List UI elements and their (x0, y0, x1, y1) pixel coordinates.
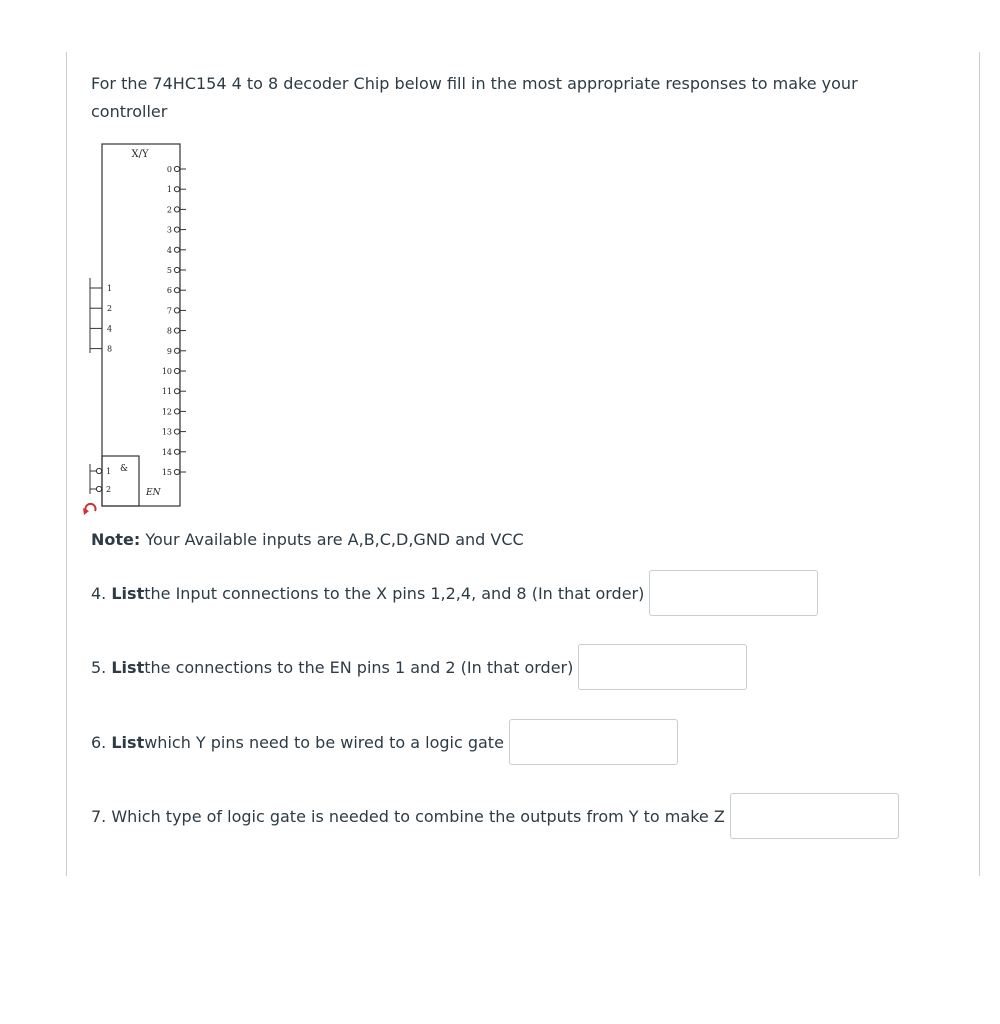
enable-label: EN (146, 488, 161, 498)
question-4-number: 4. (91, 583, 107, 603)
output-pin-label: 0 (166, 165, 172, 174)
question-5-bold: List (111, 657, 145, 677)
enable-pin-bubble (96, 486, 101, 491)
question-4 (91, 570, 818, 616)
question-6-number: 6. (91, 732, 107, 752)
enable-and-symbol: & (120, 464, 129, 474)
question-5-number: 5. (91, 657, 107, 677)
output-pin-label: 2 (166, 205, 172, 215)
output-pin-label: 4 (166, 245, 172, 255)
question-intro: For the 74HC154 4 to 8 decoder Chip below fill in the most appropriate responses to make your controller (91, 74, 858, 121)
decoder-chip-diagram (80, 138, 190, 518)
output-pin-bubble (174, 227, 179, 232)
question-6-text: which Y pins need to be wired to a logic gate (144, 732, 504, 752)
output-pin-bubble (174, 267, 179, 272)
input-pin-label: 8 (107, 344, 113, 354)
output-pin-bubble (174, 368, 179, 373)
question-7-text: Which type of logic gate is needed to combine the outputs from Y to make Z (111, 806, 725, 826)
note-line (91, 528, 524, 552)
question-4-text: the Input connections to the X pins 1,2,4, and 8 (In that order) (144, 583, 645, 603)
question-7 (91, 793, 899, 839)
input-pin-label: 4 (107, 324, 113, 334)
output-pin-label: 11 (161, 387, 172, 397)
question-6-answer-input[interactable] (509, 719, 678, 765)
output-pin-bubble (174, 389, 179, 394)
note-label: Note: (91, 530, 141, 549)
output-pin-label: 1 (166, 185, 172, 195)
question-4-answer-input[interactable] (649, 570, 818, 616)
output-pin-bubble (174, 409, 179, 414)
question-5-answer-input[interactable] (578, 644, 747, 690)
input-pin-label: 1 (107, 284, 113, 293)
chip-title: X/Y (131, 149, 149, 160)
output-pin-bubble (174, 429, 179, 434)
question-5-text: the connections to the EN pins 1 and 2 (In that order) (144, 657, 574, 677)
question-5 (91, 644, 747, 690)
output-pin-bubble (174, 449, 179, 454)
output-pin-bubble (174, 207, 179, 212)
output-pin-bubble (174, 469, 179, 474)
question-7-number: 7. (91, 806, 107, 826)
question-6-bold: List (111, 732, 145, 752)
output-pin-label: 12 (161, 407, 172, 417)
output-pin-bubble (174, 288, 179, 293)
refresh-indicator-icon (86, 504, 96, 511)
enable-pin-label: 2 (106, 485, 112, 494)
output-pin-label: 13 (161, 427, 172, 437)
question-4-bold: List (111, 583, 145, 603)
output-pin-bubble (174, 166, 179, 171)
output-pin-label: 7 (166, 306, 172, 316)
output-pin-bubble (174, 308, 179, 313)
output-pin-bubble (174, 328, 179, 333)
output-pin-label: 15 (161, 468, 172, 477)
output-pin-bubble (174, 247, 179, 252)
output-pin-bubble (174, 348, 179, 353)
note-text: Your Available inputs are A,B,C,D,GND and VCC (140, 530, 524, 549)
input-pin-label: 2 (107, 304, 113, 314)
enable-pin-label: 1 (106, 467, 112, 476)
output-pin-label: 3 (166, 225, 172, 235)
question-7-answer-input[interactable] (730, 793, 899, 839)
enable-pin-bubble (96, 468, 101, 473)
output-pin-bubble (174, 187, 179, 192)
output-pin-label: 5 (166, 266, 172, 275)
output-pin-label: 10 (161, 367, 172, 376)
output-pin-label: 9 (166, 346, 172, 356)
output-pin-label: 8 (166, 326, 172, 336)
output-pin-label: 14 (161, 447, 172, 457)
output-pin-label: 6 (166, 286, 172, 296)
question-6 (91, 719, 678, 765)
